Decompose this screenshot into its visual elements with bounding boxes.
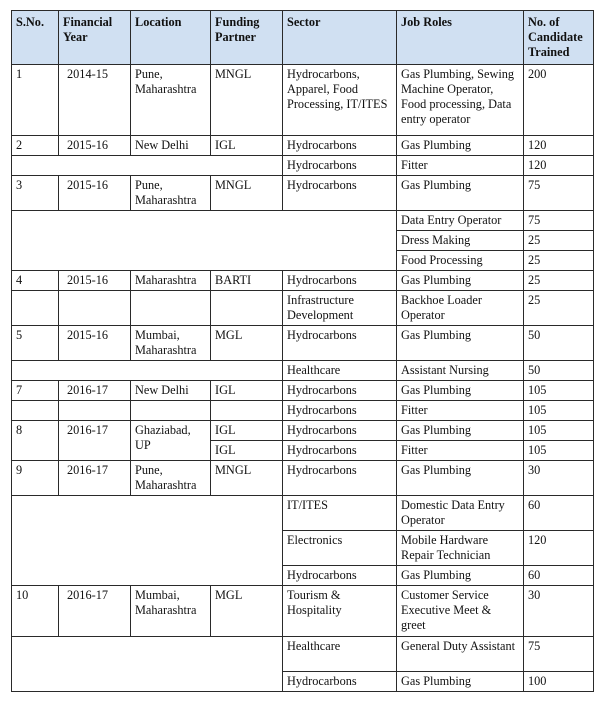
- cell-job-role: Gas Plumbing: [397, 271, 524, 291]
- cell-sector: Hydrocarbons, Apparel, Food Processing, IT/ITES: [283, 65, 397, 136]
- cell-sector: Hydrocarbons: [283, 176, 397, 211]
- table-row: [12, 326, 594, 361]
- cell-sector: Hydrocarbons: [283, 381, 397, 401]
- cell-count: 120: [524, 531, 594, 566]
- cell-sector: Healthcare: [283, 361, 397, 381]
- cell-job-role: Gas Plumbing: [397, 326, 524, 361]
- cell-sector: Infrastructure Development: [283, 291, 397, 326]
- cell-location: Pune, Maharashtra: [131, 176, 211, 211]
- training-table-container: [11, 10, 594, 692]
- cell-count: 120: [524, 156, 594, 176]
- training-table: [11, 10, 594, 692]
- cell-year: 2015-16: [59, 176, 131, 211]
- cell-sector: Hydrocarbons: [283, 401, 397, 421]
- table-row: [12, 381, 594, 401]
- cell-location: Mumbai, Maharashtra: [131, 586, 211, 637]
- cell-job-role: General Duty Assistant: [397, 637, 524, 672]
- cell-sno: 3: [12, 176, 59, 211]
- cell-sector: Electronics: [283, 531, 397, 566]
- cell-count: 25: [524, 291, 594, 326]
- cell-count: 25: [524, 251, 594, 271]
- header-location: Location: [131, 11, 211, 65]
- cell-partner: IGL: [211, 381, 283, 401]
- cell-job-role: Gas Plumbing, Sewing Machine Operator, Food processing, Data entry operator: [397, 65, 524, 136]
- cell-sector: Hydrocarbons: [283, 441, 397, 461]
- table-row: [12, 136, 594, 156]
- cell-count: 30: [524, 586, 594, 637]
- header-funding-partner: Funding Partner: [211, 11, 283, 65]
- cell-job-role: Backhoe Loader Operator: [397, 291, 524, 326]
- cell-job-role: Gas Plumbing: [397, 672, 524, 692]
- header-candidates-trained: No. of Candidate Trained: [524, 11, 594, 65]
- cell-job-role: Dress Making: [397, 231, 524, 251]
- cell-count: 105: [524, 441, 594, 461]
- cell-count: 100: [524, 672, 594, 692]
- table-row: [12, 156, 594, 176]
- cell-blank: [59, 401, 131, 421]
- cell-count: 60: [524, 496, 594, 531]
- cell-count: 50: [524, 326, 594, 361]
- cell-count: 60: [524, 566, 594, 586]
- cell-blank: [12, 291, 59, 326]
- header-row: [12, 11, 594, 65]
- cell-partner: MNGL: [211, 65, 283, 136]
- cell-job-role: Fitter: [397, 441, 524, 461]
- cell-sector: Hydrocarbons: [283, 271, 397, 291]
- table-row: [12, 421, 594, 441]
- cell-partner: MNGL: [211, 461, 283, 496]
- cell-count: 75: [524, 637, 594, 672]
- cell-job-role: Customer Service Executive Meet & greet: [397, 586, 524, 637]
- cell-blank: [12, 496, 283, 586]
- table-row: [12, 637, 594, 672]
- cell-sector: Hydrocarbons: [283, 566, 397, 586]
- cell-location: New Delhi: [131, 381, 211, 401]
- cell-count: 105: [524, 401, 594, 421]
- cell-sno: 7: [12, 381, 59, 401]
- cell-location: Ghaziabad, UP: [131, 421, 211, 461]
- cell-blank: [211, 291, 283, 326]
- cell-partner: IGL: [211, 441, 283, 461]
- cell-count: 50: [524, 361, 594, 381]
- table-row: [12, 211, 594, 231]
- cell-job-role: Gas Plumbing: [397, 566, 524, 586]
- table-row: [12, 65, 594, 136]
- cell-year: 2016-17: [59, 586, 131, 637]
- cell-job-role: Gas Plumbing: [397, 176, 524, 211]
- cell-count: 25: [524, 271, 594, 291]
- cell-sector: Hydrocarbons: [283, 461, 397, 496]
- cell-year: 2015-16: [59, 326, 131, 361]
- cell-job-role: Gas Plumbing: [397, 381, 524, 401]
- cell-year: 2016-17: [59, 461, 131, 496]
- header-sector: Sector: [283, 11, 397, 65]
- cell-job-role: Gas Plumbing: [397, 421, 524, 441]
- cell-year: 2014-15: [59, 65, 131, 136]
- cell-job-role: Data Entry Operator: [397, 211, 524, 231]
- cell-blank: [131, 401, 211, 421]
- cell-partner: MGL: [211, 326, 283, 361]
- cell-count: 25: [524, 231, 594, 251]
- cell-count: 200: [524, 65, 594, 136]
- cell-sector: Healthcare: [283, 637, 397, 672]
- cell-blank: [131, 291, 211, 326]
- cell-blank: [211, 401, 283, 421]
- header-sno: S.No.: [12, 11, 59, 65]
- cell-sno: 1: [12, 65, 59, 136]
- cell-location: Maharashtra: [131, 271, 211, 291]
- header-financial-year: Financial Year: [59, 11, 131, 65]
- cell-job-role: Food Processing: [397, 251, 524, 271]
- cell-sector: Tourism & Hospitality: [283, 586, 397, 637]
- cell-count: 120: [524, 136, 594, 156]
- cell-blank: [12, 637, 283, 692]
- cell-count: 75: [524, 211, 594, 231]
- cell-sector: IT/ITES: [283, 496, 397, 531]
- cell-location: Pune, Maharashtra: [131, 65, 211, 136]
- table-row: [12, 361, 594, 381]
- cell-blank: [12, 156, 283, 176]
- table-row: [12, 496, 594, 531]
- cell-partner: MGL: [211, 586, 283, 637]
- cell-count: 30: [524, 461, 594, 496]
- cell-partner: IGL: [211, 421, 283, 441]
- cell-job-role: Domestic Data Entry Operator: [397, 496, 524, 531]
- table-row: [12, 176, 594, 211]
- cell-partner: BARTI: [211, 271, 283, 291]
- cell-blank: [12, 361, 283, 381]
- cell-year: 2015-16: [59, 136, 131, 156]
- cell-location: Mumbai, Maharashtra: [131, 326, 211, 361]
- cell-sector: Hydrocarbons: [283, 136, 397, 156]
- cell-sno: 4: [12, 271, 59, 291]
- table-row: [12, 291, 594, 326]
- cell-job-role: Gas Plumbing: [397, 461, 524, 496]
- cell-job-role: Fitter: [397, 401, 524, 421]
- cell-sector: Hydrocarbons: [283, 326, 397, 361]
- cell-job-role: Assistant Nursing: [397, 361, 524, 381]
- cell-sno: 5: [12, 326, 59, 361]
- table-row: [12, 586, 594, 637]
- cell-job-role: Mobile Hardware Repair Technician: [397, 531, 524, 566]
- cell-blank: [59, 291, 131, 326]
- cell-sector: Hydrocarbons: [283, 672, 397, 692]
- cell-blank: [12, 401, 59, 421]
- cell-count: 75: [524, 176, 594, 211]
- cell-sector: Hydrocarbons: [283, 421, 397, 441]
- cell-sno: 2: [12, 136, 59, 156]
- cell-sno: 8: [12, 421, 59, 461]
- table-row: [12, 461, 594, 496]
- cell-job-role: Fitter: [397, 156, 524, 176]
- cell-job-role: Gas Plumbing: [397, 136, 524, 156]
- cell-blank: [12, 211, 397, 271]
- cell-year: 2015-16: [59, 271, 131, 291]
- cell-sector: Hydrocarbons: [283, 156, 397, 176]
- cell-count: 105: [524, 381, 594, 401]
- header-job-roles: Job Roles: [397, 11, 524, 65]
- cell-partner: IGL: [211, 136, 283, 156]
- cell-location: New Delhi: [131, 136, 211, 156]
- cell-year: 2016-17: [59, 421, 131, 461]
- cell-partner: MNGL: [211, 176, 283, 211]
- cell-count: 105: [524, 421, 594, 441]
- cell-year: 2016-17: [59, 381, 131, 401]
- cell-sno: 10: [12, 586, 59, 637]
- table-row: [12, 401, 594, 421]
- cell-sno: 9: [12, 461, 59, 496]
- table-row: [12, 271, 594, 291]
- cell-location: Pune, Maharashtra: [131, 461, 211, 496]
